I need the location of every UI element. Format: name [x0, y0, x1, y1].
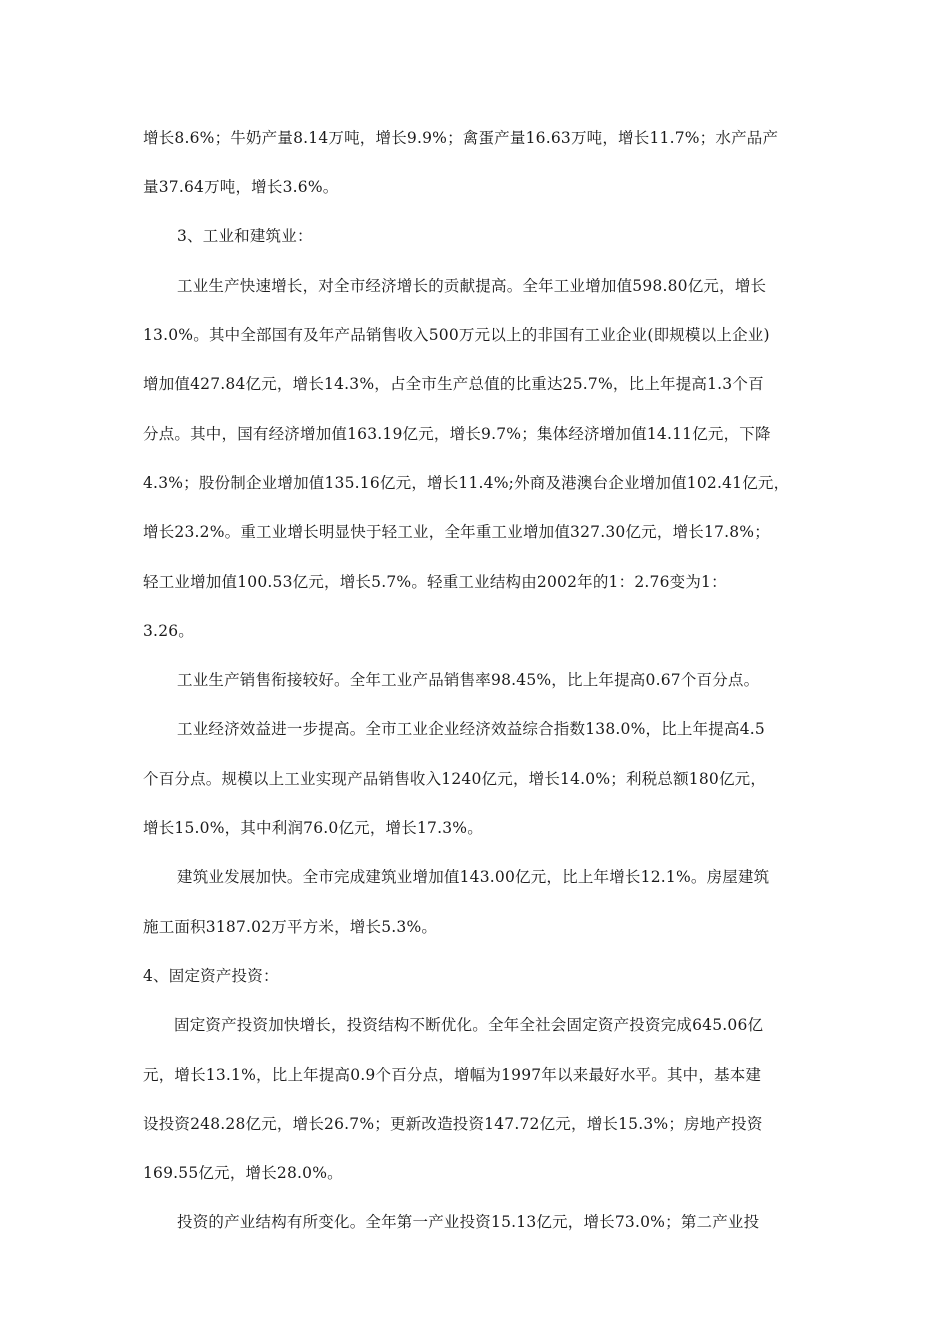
text-line: 工业生产快速增长，对全市经济增长的贡献提高。全年工业增加值598.80亿元，增长	[177, 277, 767, 295]
text-line: 增加值427.84亿元，增长14.3%，占全市生产总值的比重达25.7%，比上年提高1.3个百	[143, 375, 764, 393]
text-line: 4.3%；股份制企业增加值135.16亿元，增长11.4%;外商及港澳台企业增加值102.41亿元，	[143, 474, 790, 492]
text-line: 分点。其中，国有经济增加值163.19亿元，增长9.7%；集体经济增加值14.11亿元，下降	[143, 425, 771, 443]
text-line: 量37.64万吨，增长3.6%。	[143, 178, 339, 196]
section-heading: 4、固定资产投资：	[143, 967, 279, 985]
text-line: 工业生产销售衔接较好。全年工业产品销售率98.45%，比上年提高0.67个百分点。	[177, 671, 760, 689]
section-heading: 3、工业和建筑业：	[177, 227, 313, 245]
text-line: 个百分点。规模以上工业实现产品销售收入1240亿元，增长14.0%；利税总额180亿元，	[143, 770, 767, 788]
text-line: 固定资产投资加快增长，投资结构不断优化。全年全社会固定资产投资完成645.06亿	[174, 1016, 764, 1034]
text-line: 增长15.0%，其中利润76.0亿元，增长17.3%。	[143, 819, 483, 837]
text-line: 13.0%。其中全部国有及年产品销售收入500万元以上的非国有工业企业(即规模以上企业)	[143, 326, 770, 344]
text-line: 施工面积3187.02万平方米，增长5.3%。	[143, 918, 438, 936]
text-line: 工业经济效益进一步提高。全市工业企业经济效益综合指数138.0%，比上年提高4.5	[177, 720, 765, 738]
text-line: 169.55亿元，增长28.0%。	[143, 1164, 343, 1182]
text-line: 元，增长13.1%，比上年提高0.9个百分点，增幅为1997年以来最好水平。其中，基本建	[143, 1066, 762, 1084]
text-line: 3.26。	[143, 622, 195, 640]
text-line: 设投资248.28亿元，增长26.7%；更新改造投资147.72亿元，增长15.3%；房地产投资	[143, 1115, 763, 1133]
text-line: 增长8.6%；牛奶产量8.14万吨，增长9.9%；禽蛋产量16.63万吨，增长11.7%；水产品产	[143, 129, 779, 147]
text-line: 建筑业发展加快。全市完成建筑业增加值143.00亿元，比上年增长12.1%。房屋建筑	[177, 868, 770, 886]
text-line: 投资的产业结构有所变化。全年第一产业投资15.13亿元，增长73.0%；第二产业投	[177, 1213, 760, 1231]
text-line: 增长23.2%。重工业增长明显快于轻工业，全年重工业增加值327.30亿元，增长17.8%；	[143, 523, 770, 541]
text-line: 轻工业增加值100.53亿元，增长5.7%。轻重工业结构由2002年的1：2.76变为1：	[143, 573, 727, 591]
